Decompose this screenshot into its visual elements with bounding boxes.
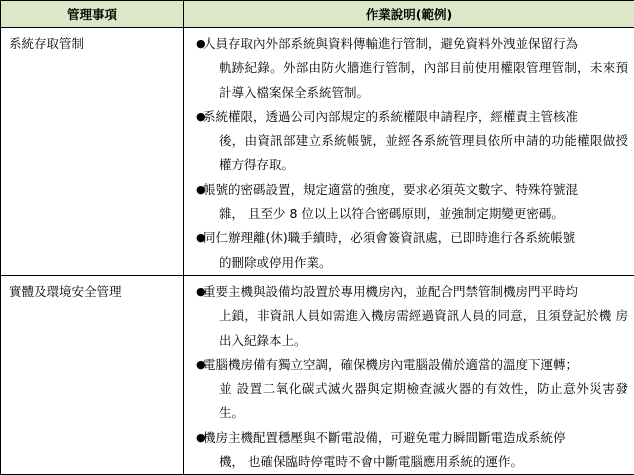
table-row bbox=[1, 28, 634, 276]
bullet-continuation: 後，由資訊部建立系統帳號，並經各系統管理員依所申請的功能權限做授權方得存取。 bbox=[219, 133, 628, 172]
bullet-item bbox=[184, 280, 628, 353]
bullet-first-line: ● 帳號的密碼設置，規定適當的強度，要求必須英文數字、特殊符號混 bbox=[203, 178, 628, 202]
header-description: 作業說明(範例) bbox=[184, 1, 634, 28]
bullet-list bbox=[184, 276, 634, 474]
item-label: 系統存取管制 bbox=[1, 28, 183, 52]
item-cell bbox=[1, 275, 184, 474]
bullet-continuation: 雜， 且至少 8 位以上以符合密碼原則，並強制定期變更密碼。 bbox=[219, 206, 564, 221]
bullet-first-line: ● 同仁辦理離(休)職手續時，必須會簽資訊處，已即時進行各系統帳號 bbox=[203, 226, 628, 250]
description-cell bbox=[184, 28, 634, 276]
bullet-continuation: 上鎖，非資訊人員如需進入機房需經過資訊人員的同意，且須登記於機 房出入紀錄本上。 bbox=[219, 308, 628, 347]
bullet-continuation: 軌跡紀錄。外部由防火牆進行管制，內部目前使用權限管理管制，未來預計導入檔案保全系統管制。 bbox=[219, 60, 628, 99]
description-cell bbox=[184, 275, 634, 474]
bullet-item bbox=[184, 178, 628, 227]
bullet-item bbox=[184, 353, 628, 426]
bullet-first-line: ● 系統權限，透過公司內部規定的系統權限申請程序，經權責主管核准 bbox=[203, 105, 628, 129]
header-item: 管理事項 bbox=[1, 1, 184, 28]
bullet-item bbox=[184, 32, 628, 105]
bullet-first-line: ● 人員存取內外部系統與資料傳輸進行管制，避免資料外洩並保留行為 bbox=[203, 32, 628, 56]
item-label: 實體及環境安全管理 bbox=[1, 276, 183, 300]
bullet-first-line: ● 機房主機配置穩壓與不斷電設備，可避免電力瞬間斷電造成系統停 bbox=[203, 426, 628, 450]
bullet-first-line: ● 重要主機與設備均設置於專用機房內，並配合門禁管制機房門平時均 bbox=[203, 280, 628, 304]
bullet-item bbox=[184, 426, 628, 475]
bullet-list bbox=[184, 28, 634, 275]
bullet-continuation: 機， 也確保臨時停電時不會中斷電腦應用系統的運作。 bbox=[219, 454, 523, 469]
bullet-continuation: 並 設置二氧化碳式滅火器與定期檢查滅火器的有效性，防止意外災害發生。 bbox=[219, 381, 628, 420]
bullet-continuation: 的刪除或停用作業。 bbox=[219, 255, 332, 270]
bullet-item bbox=[184, 105, 628, 178]
header-row bbox=[1, 1, 634, 28]
bullet-item bbox=[184, 226, 628, 275]
item-cell bbox=[1, 28, 184, 276]
table-row bbox=[1, 275, 634, 474]
bullet-first-line: ● 電腦機房備有獨立空調，確保機房內電腦設備於適當的溫度下運轉； bbox=[203, 353, 628, 377]
